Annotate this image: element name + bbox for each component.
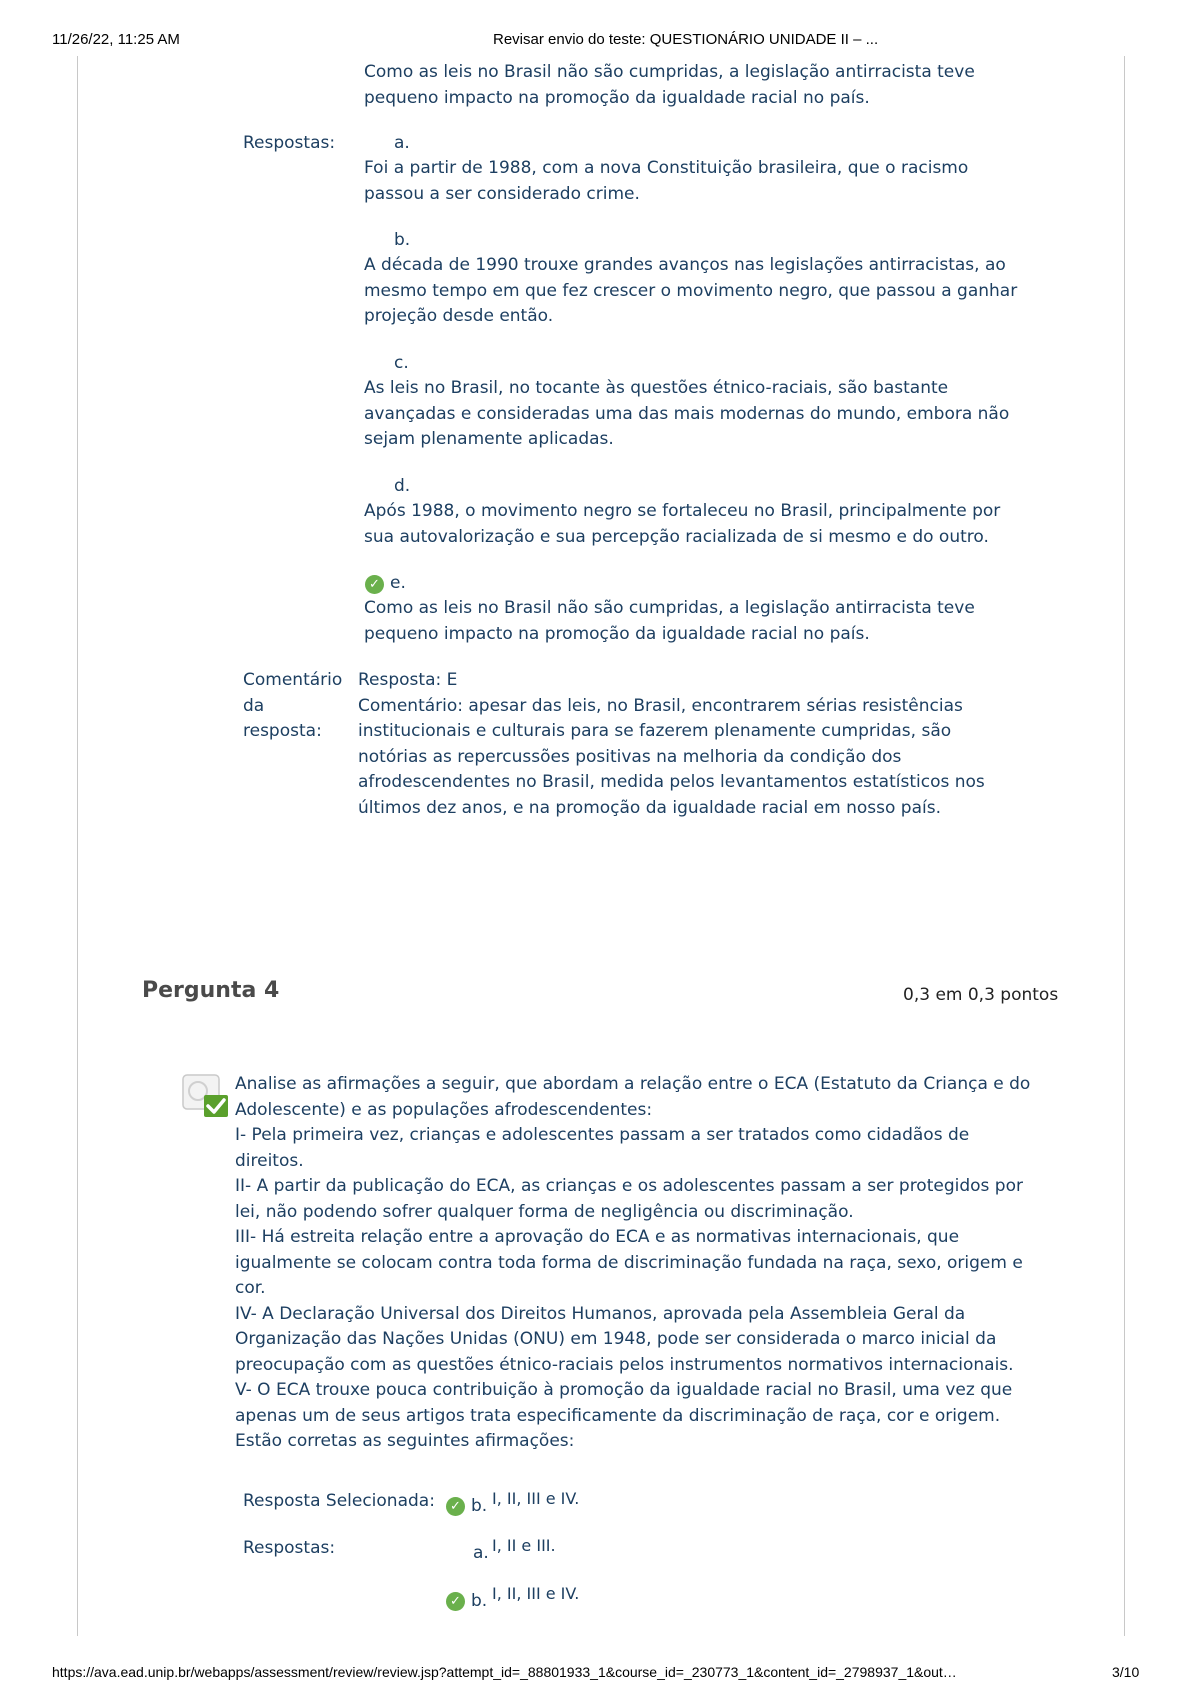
q3-option-b-letter: b.	[394, 230, 411, 250]
q3-comment-label: Comentário da resposta:	[243, 670, 343, 741]
q3-comment-text: Resposta: E Comentário: apesar das leis, no Brasil, encontrarem sérias resistências institucionais e culturais para se fazerem plenamente cumpridas, são notórias as repercussões positivas na melhoria da condição dos afrodescendentes no Brasil, medida pelos levantamentos estatísticos nos últimos dez anos, e na promoção da igualdade racial em nosso país.	[358, 670, 985, 818]
q4-answer-b-text: I, II, III e IV.	[492, 1584, 580, 1603]
left-border-line	[77, 56, 78, 1636]
print-datetime: 11/26/22, 11:25 AM	[52, 31, 180, 48]
q3-option-d-text: Após 1988, o movimento negro se fortaleceu no Brasil, principalmente por sua autovalorização e sua percepção racializada de si mesmo e do outro.	[364, 501, 1001, 547]
q4-answers-label: Respostas:	[243, 1538, 336, 1558]
q3-option-a-letter: a.	[394, 133, 410, 153]
q3-option-c-text: As leis no Brasil, no tocante às questões étnico-raciais, são bastante avançadas e consideradas uma das mais modernas do mundo, embora não sejam plenamente aplicadas.	[364, 378, 1010, 449]
correct-check-icon: ✓	[446, 1592, 465, 1611]
q3-option-b-text: A década de 1990 trouxe grandes avanços nas legislações antirracistas, ao mesmo tempo em que fez crescer o movimento negro, que passou a ganhar projeção desde então.	[364, 255, 1018, 326]
footer-page-number: 3/10	[1112, 1664, 1140, 1680]
q4-answer-b-letter: b.	[471, 1591, 488, 1611]
q4-selected-answer-label: Resposta Selecionada:	[243, 1491, 435, 1511]
q3-answers-label: Respostas:	[243, 133, 336, 153]
right-border-line	[1124, 56, 1125, 1636]
footer-url: https://ava.ead.unip.br/webapps/assessment/review/review.jsp?attempt_id=_88801933_1&course_id=_230773_1&content_id=_2798937_1&out…	[52, 1664, 957, 1680]
q4-answer-a-letter: a.	[473, 1543, 489, 1563]
q4-selected-text: I, II, III e IV.	[492, 1489, 580, 1508]
q3-option-e-text: Como as leis no Brasil não são cumpridas, a legislação antirracista teve pequeno impacto na promoção da igualdade racial no país.	[364, 598, 975, 644]
question-correct-icon	[181, 1073, 231, 1119]
q3-option-d-letter: d.	[394, 476, 411, 496]
q3-selected-answer-text: Como as leis no Brasil não são cumpridas, a legislação antirracista teve pequeno impacto na promoção da igualdade racial no país.	[364, 62, 975, 108]
q3-option-a-text: Foi a partir de 1988, com a nova Constituição brasileira, que o racismo passou a ser considerado crime.	[364, 158, 969, 204]
q4-selected-letter: b.	[471, 1496, 488, 1516]
correct-check-icon: ✓	[446, 1497, 465, 1516]
correct-check-icon: ✓	[365, 575, 384, 594]
question-4-points: 0,3 em 0,3 pontos	[903, 985, 1059, 1005]
q3-option-e-letter: e.	[390, 573, 406, 593]
question-4-title: Pergunta 4	[142, 978, 280, 1003]
question-4-text: Analise as afirmações a seguir, que abordam a relação entre o ECA (Estatuto da Criança e do Adolescente) e as populações afrodescendentes: I- Pela primeira vez, crianças e adolescentes passam a ser tratados como cidadãos de direitos. II- A partir da publicação do ECA, as crianças e os adolescentes passam a ser protegidos por lei, não podendo sofrer qualquer forma de negligência ou discriminação. III- Há estreita relação entre a aprovação do ECA e as normativas internacionais, que igualmente se colocam contra toda forma de discriminação fundada na raça, sexo, origem e cor. IV- A Declaração Universal dos Direitos Humanos, aprovada pela Assembleia Geral da Organização das Nações Unidas (ONU) em 1948, pode ser considerada o marco inicial da preocupação com as questões étnico-raciais pelos instrumentos normativos internacionais. V- O ECA trouxe pouca contribuição à promoção da igualdade racial no Brasil, uma vez que apenas um de seus artigos trata especificamente da discriminação de raça, cor e origem. Estão corretas as seguintes afirmações:	[235, 1074, 1031, 1451]
q4-answer-a-text: I, II e III.	[492, 1536, 556, 1555]
q3-option-c-letter: c.	[394, 353, 409, 373]
page-title: Revisar envio do teste: QUESTIONÁRIO UNIDADE II – ...	[493, 31, 879, 48]
